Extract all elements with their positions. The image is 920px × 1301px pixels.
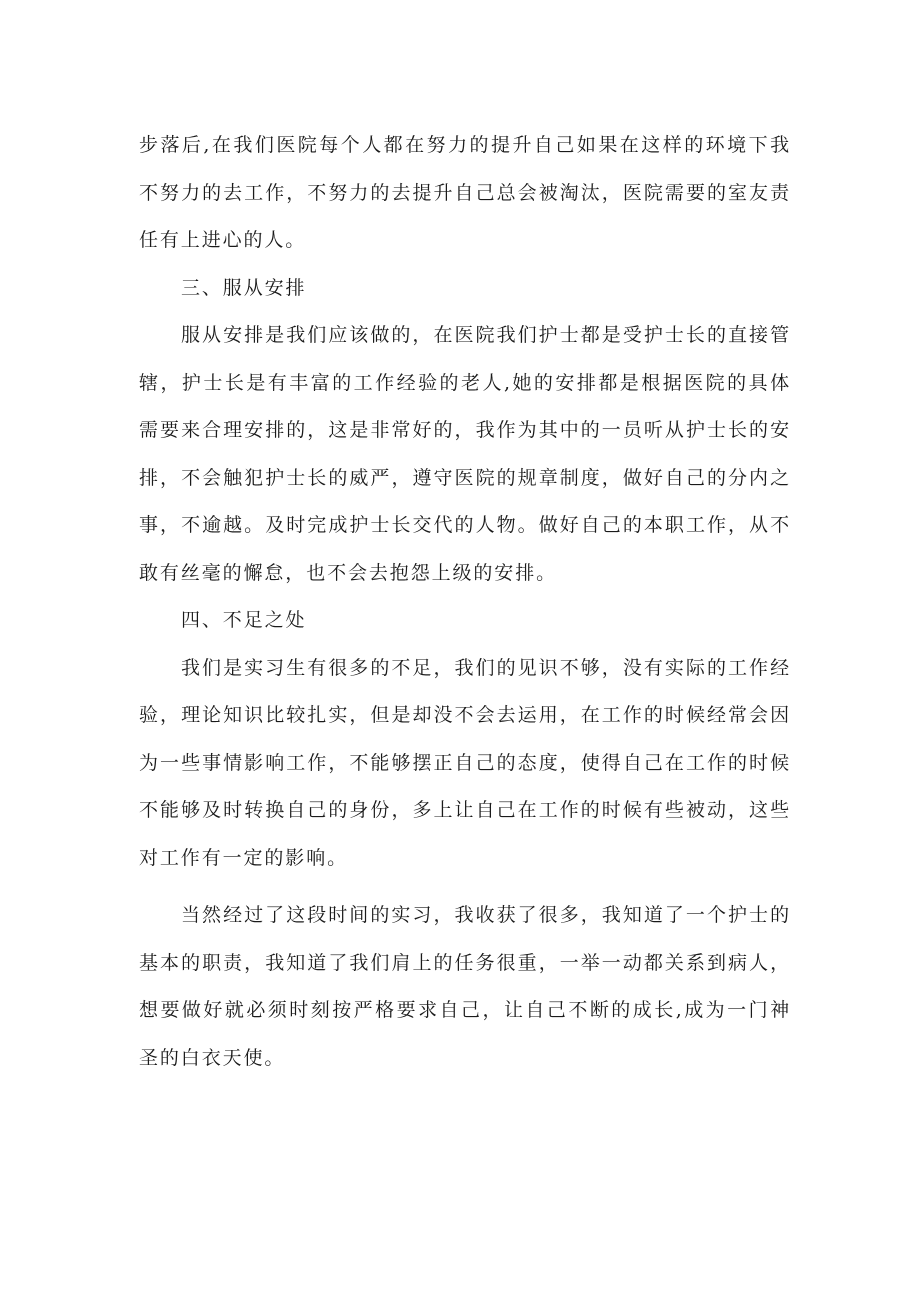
section-heading-obey-arrangements: 三、服从安排 [181,276,307,299]
paragraph-obey-arrangements: 服从安排是我们应该做的，在医院我们护士都是受护士长的直接管辖，护士长是有丰富的工作经验的老人,她的安排都是根据医院的具体需要来合理安排的，这是非常好的，我作为其中的一员听从护士长的安排，不会触犯护士长的威严，遵守医院的规章制度，做好自己的分内之事，不逾越。及时完成护士长交代的人物。做好自己的本职工作，从不敢有丝毫的懈怠，也不会去抱怨上级的安排。 [139,324,791,584]
paragraph-conclusion: 当然经过了这段时间的实习，我收获了很多，我知道了一个护士的基本的职责，我知道了我们肩上的任务很重，一举一动都关系到病人，想要做好就必须时刻按严格要求自己，让自己不断的成长,成为一门神圣的白衣天使。 [139,904,791,1069]
section-heading-shortcomings: 四、不足之处 [181,609,307,631]
document-body [139,122,791,1082]
paragraph-continuation: 步落后,在我们医院每个人都在努力的提升自己如果在这样的环境下我不努力的去工作，不努力的去提升自己总会被淘汰，医院需要的室友责任有上进心的人。 [139,134,791,251]
paragraph-shortcomings: 我们是实习生有很多的不足，我们的见识不够，没有实际的工作经验，理论知识比较扎实，但是却没不会去运用，在工作的时候经常会因为一些事情影响工作，不能够摆正自己的态度，使得自己在工作的时候不能够及时转换自己的身份，多上让自己在工作的时候有些被动，这些对工作有一定的影响。 [139,656,791,869]
